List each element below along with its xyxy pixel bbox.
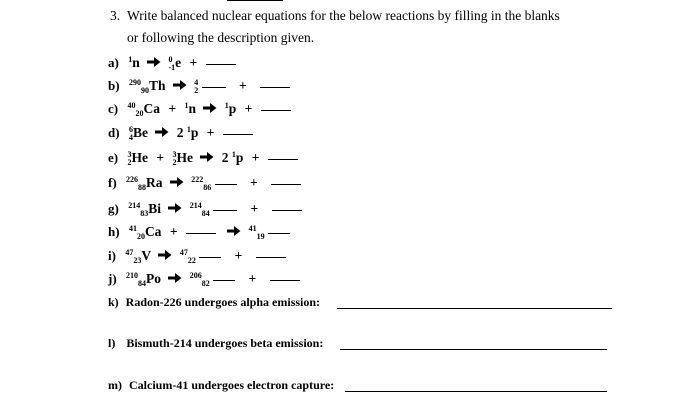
item-label: k) <box>108 295 119 309</box>
item-c <box>108 101 291 117</box>
item-description: Bismuth-214 undergoes beta emission: <box>126 336 324 350</box>
symbol: p <box>235 150 244 165</box>
item-label: f) <box>108 175 117 190</box>
mass-number: 214 <box>128 201 141 210</box>
mass-number: 47 <box>125 248 134 257</box>
item-j <box>108 271 300 287</box>
mass-number: 222 <box>191 175 204 184</box>
item-k <box>108 295 320 310</box>
plus-sign: + <box>250 201 259 216</box>
item-e <box>108 150 298 166</box>
plus-sign: + <box>238 78 247 93</box>
symbol: e <box>175 55 182 70</box>
item-label: b) <box>108 78 120 93</box>
mass-number: 1 <box>128 55 133 64</box>
coefficient: 2 <box>221 150 229 165</box>
question-line-1: Write balanced nuclear equations for the below reactions by filling in the blanks <box>127 8 560 23</box>
atomic-number: 23 <box>133 256 142 265</box>
plus-sign: + <box>168 101 177 116</box>
arrow-icon <box>227 225 241 237</box>
atomic-number: 90 <box>140 86 149 95</box>
mass-number: 1 <box>224 101 229 110</box>
mass-number: 206 <box>189 271 202 280</box>
mass-number: 40 <box>127 101 136 110</box>
symbol: V <box>141 248 152 263</box>
arrow-icon <box>168 202 182 214</box>
plus-sign: + <box>169 224 178 239</box>
answer-blank[interactable] <box>213 279 235 281</box>
mass-number: 210 <box>126 271 139 280</box>
atomic-number: 20 <box>135 109 144 118</box>
item-l <box>108 336 323 351</box>
symbol: n <box>132 55 140 70</box>
answer-blank[interactable] <box>202 86 226 88</box>
item-label: i) <box>108 248 116 263</box>
atomic-number: 4 <box>128 133 133 142</box>
answer-blank[interactable] <box>261 109 291 111</box>
item-g <box>108 201 302 217</box>
plus-sign: + <box>189 55 198 70</box>
atomic-number: 20 <box>136 232 145 241</box>
arrow-icon <box>158 249 172 261</box>
mass-number: 41 <box>248 224 257 233</box>
mass-number: 1 <box>184 101 189 110</box>
item-description: Radon-226 undergoes alpha emission: <box>125 295 321 309</box>
item-label: a) <box>108 55 119 70</box>
question-line-2: or following the description given. <box>127 30 315 45</box>
symbol: Ra <box>146 175 163 190</box>
item-label: d) <box>108 125 120 140</box>
plus-sign: + <box>244 101 253 116</box>
arrow-icon <box>200 151 214 163</box>
item-i <box>108 248 286 264</box>
symbol: Be <box>132 125 148 140</box>
answer-blank[interactable] <box>186 232 216 234</box>
symbol: n <box>188 101 196 116</box>
item-m <box>108 378 334 393</box>
mass-number: 4 <box>194 78 199 87</box>
item-h <box>108 224 290 240</box>
answer-blank[interactable] <box>272 209 302 211</box>
item-label: e) <box>108 150 119 165</box>
atomic-number: 84 <box>201 209 210 218</box>
atomic-number: 86 <box>203 183 212 192</box>
atomic-number: 2 <box>127 158 132 167</box>
mass-number: 47 <box>179 248 188 257</box>
answer-blank[interactable] <box>199 256 221 258</box>
top-rule <box>227 0 283 1</box>
item-description: Calcium-41 undergoes electron capture: <box>129 378 335 392</box>
answer-blank[interactable] <box>260 86 290 88</box>
mass-number: 6 <box>128 125 133 134</box>
answer-blank[interactable] <box>215 183 237 185</box>
mass-number: 1 <box>231 150 236 159</box>
atomic-number: 82 <box>201 279 210 288</box>
atomic-number: 84 <box>138 279 147 288</box>
answer-line[interactable] <box>340 349 607 350</box>
mass-number: 290 <box>128 78 141 87</box>
answer-blank[interactable] <box>206 63 236 65</box>
answer-blank[interactable] <box>268 158 298 160</box>
answer-blank[interactable] <box>213 209 237 211</box>
arrow-icon <box>203 102 217 114</box>
item-label: h) <box>108 224 120 239</box>
arrow-icon <box>173 79 187 91</box>
item-label: l) <box>108 336 116 350</box>
question-number: 3. <box>110 8 121 23</box>
symbol: Po <box>146 271 162 286</box>
arrow-icon <box>147 56 161 68</box>
item-d <box>108 125 253 141</box>
plus-sign: + <box>156 150 165 165</box>
item-label: c) <box>108 101 119 116</box>
answer-blank[interactable] <box>271 183 301 185</box>
mass-number: 3 <box>172 150 177 159</box>
symbol: He <box>131 150 148 165</box>
item-label: j) <box>108 271 117 286</box>
atomic-number: 83 <box>140 209 149 218</box>
symbol: Bi <box>148 201 161 216</box>
symbol: He <box>176 150 193 165</box>
symbol: Ca <box>144 224 162 239</box>
plus-sign: + <box>251 150 260 165</box>
symbol: Ca <box>143 101 160 116</box>
item-label: g) <box>108 201 119 216</box>
answer-blank[interactable] <box>223 133 253 135</box>
arrow-icon <box>168 272 182 284</box>
answer-blank[interactable] <box>256 256 286 258</box>
mass-number: 226 <box>126 175 139 184</box>
mass-number: 3 <box>127 150 132 159</box>
item-f <box>108 175 301 191</box>
atomic-number: -1 <box>168 63 176 72</box>
item-label: m) <box>108 378 122 392</box>
atomic-number: 19 <box>256 232 265 241</box>
plus-sign: + <box>206 125 215 140</box>
arrow-icon <box>155 126 169 138</box>
plus-sign: + <box>250 175 258 190</box>
symbol: Th <box>148 78 166 93</box>
atomic-number: 22 <box>187 256 196 265</box>
item-a <box>108 55 236 71</box>
answer-blank[interactable] <box>268 232 290 234</box>
plus-sign: + <box>234 248 243 263</box>
answer-line[interactable] <box>345 391 607 392</box>
plus-sign: + <box>248 271 257 286</box>
arrow-icon <box>170 176 184 188</box>
answer-blank[interactable] <box>270 279 300 281</box>
atomic-number: 88 <box>138 183 147 192</box>
mass-number: 1 <box>186 125 191 134</box>
symbol: p <box>190 125 199 140</box>
item-b <box>108 78 290 94</box>
mass-number: 41 <box>128 224 137 233</box>
symbol: p <box>228 101 237 116</box>
answer-line[interactable] <box>337 308 612 309</box>
coefficient: 2 <box>176 125 184 140</box>
atomic-number: 2 <box>194 86 199 95</box>
mass-number: 214 <box>189 201 202 210</box>
mass-number: 0 <box>168 55 173 64</box>
atomic-number: 2 <box>172 158 177 167</box>
